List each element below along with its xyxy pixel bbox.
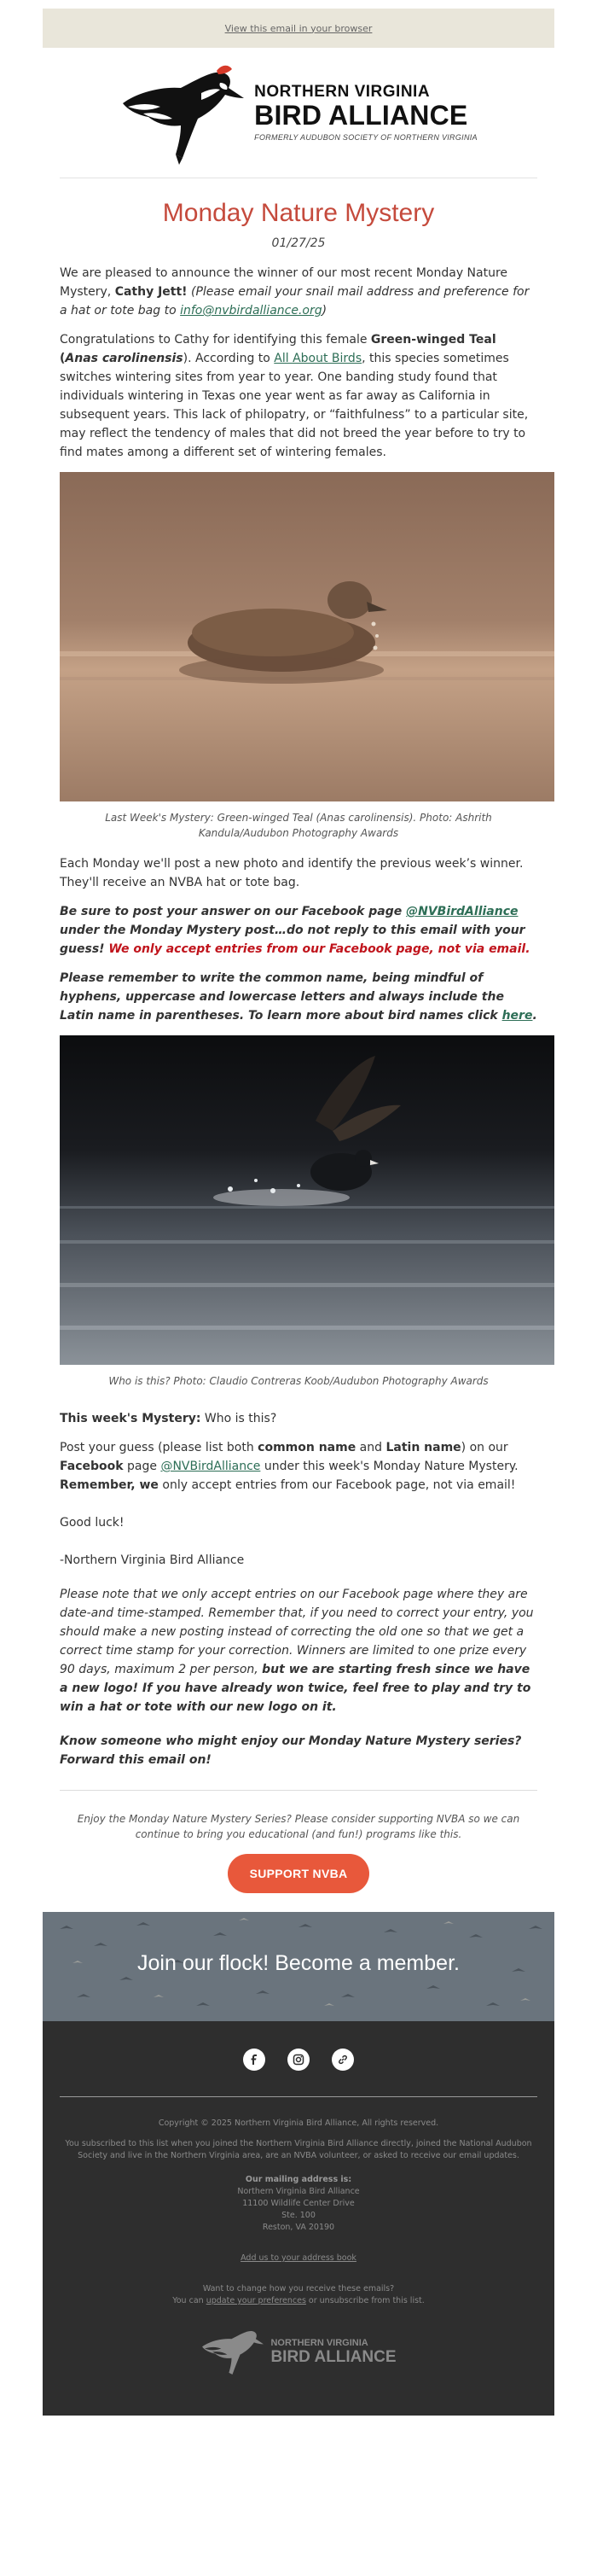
view-in-browser-link[interactable]: View this email in your browser (224, 22, 373, 34)
footer-divider (60, 2096, 537, 2097)
facebook-icon[interactable] (243, 2049, 265, 2071)
mailing-street: 11100 Wildlife Center Drive (242, 2199, 355, 2208)
nvba-logo[interactable] (119, 59, 478, 166)
update-preferences-link[interactable]: update your preferences (206, 2296, 306, 2305)
post-guess-paragraph: Post your guess (please list both common name and Latin name) on our Facebook page @NVBirdAlliance under this week's Monday Nature Mystery. Remember, we only accept entries from our Facebook page, not via email! (60, 1441, 519, 1492)
mailing-label: Our mailing address is: (245, 2175, 352, 2184)
teal-photo (60, 472, 554, 801)
woodpecker-footer-icon (200, 2324, 265, 2379)
header (60, 48, 537, 178)
all-about-birds-link[interactable]: All About Birds (274, 352, 362, 365)
this-week-paragraph: This week's Mystery: Who is this? (60, 1412, 277, 1425)
facebook-note: Be sure to post your answer on our Facebook page @NVBirdAlliance under the Monday Mystery post…do not reply to this email with your guess! We only accept entries from our Facebook page, not via email. (60, 905, 530, 956)
footer-logo-line-1: NORTHERN VIRGINIA (270, 2337, 368, 2348)
congrats-paragraph: Congratulations to Cathy for identifying this female Green-winged Teal (Anas carolinensis). According to All About Birds, this species sometimes switches wintering sites from year to year. One banding study found that individuals wintering in Texas one year went as far away as California in subsequent years. This lack of philopatry, or “faithfulness” to a particular site, may reflect the tendency of males that did not breed the year before to try to find mates among a different set of wintering females. (60, 333, 529, 459)
forward-paragraph: Know someone who might enjoy our Monday Nature Mystery series? Forward this email on! (60, 1734, 522, 1767)
logo-line-1: NORTHERN VIRGINIA (254, 83, 431, 101)
mailing-city: Reston, VA 20190 (262, 2223, 335, 2232)
email-container (43, 9, 554, 2416)
email-link[interactable]: info@nvbirdalliance.org (180, 304, 322, 318)
alert-text: We only accept entries from our Facebook page, not via email. (108, 942, 530, 956)
names-note: Please remember to write the common name, being mindful of hyphens, uppercase and lowercase letters and always include the Latin name in parentheses. To learn more about bird names click here. (60, 971, 537, 1023)
woodpecker-logo-icon (119, 59, 247, 166)
instagram-icon[interactable] (287, 2049, 310, 2071)
page-title: Monday Nature Mystery (162, 199, 435, 227)
subscription-note: You subscribed to this list when you joined the Northern Virginia Bird Alliance directly, joined the National Audubon Society and live in the Northern Virginia area, are an NVBA volunteer, or asked to receive our email updates. (65, 2139, 532, 2160)
become-member-banner[interactable] (43, 1912, 554, 2021)
logo-tagline: FORMERLY AUDUBON SOCIETY OF NORTHERN VIRGINIA (254, 133, 478, 142)
bird-names-link[interactable]: here (501, 1009, 533, 1023)
add-address-link[interactable]: Add us to your address book (241, 2253, 356, 2263)
footer (43, 2021, 554, 2416)
support-text: Enjoy the Monday Nature Mystery Series? Please consider supporting NVBA so we can continue to bring you educational (and fun!) programs like this. (77, 1813, 520, 1840)
change-preferences: You can update your preferences or unsubscribe from this list. (172, 2296, 425, 2305)
main-content (43, 199, 554, 1893)
social-links (43, 2021, 554, 2071)
member-banner-text: Join our flock! Become a member. (137, 1951, 460, 1975)
weekly-paragraph: Each Monday we'll post a new photo and identify the previous week’s winner. They'll receive an NVBA hat or tote bag. (60, 857, 524, 889)
facebook-handle-link-2[interactable]: @NVBirdAlliance (160, 1460, 261, 1473)
photo-2-caption: Who is this? Photo: Claudio Contreras Koob/Audubon Photography Awards (108, 1375, 489, 1387)
mailing-org: Northern Virginia Bird Alliance (237, 2187, 360, 2196)
divider (60, 1790, 537, 1791)
footer-logo-line-2: BIRD ALLIANCE (270, 2347, 397, 2366)
change-question: Want to change how you receive these emails? (202, 2284, 395, 2293)
signoff-text: -Northern Virginia Bird Alliance (60, 1553, 245, 1567)
logo-line-2: BIRD ALLIANCE (254, 100, 468, 131)
view-in-browser-bar (43, 9, 554, 48)
copyright-text: Copyright © 2025 Northern Virginia Bird Alliance, All rights reserved. (158, 2118, 439, 2128)
good-luck-text: Good luck! (60, 1516, 125, 1530)
rules-paragraph: Please note that we only accept entries on our Facebook page where they are date-and time-stamped. Remember that, if you need to correct your entry, you should make a new posting instead of correcting the old one so that we get a correct time stamp for your correction. Winners are limited to one prize every 90 days, maximum 2 per person, but we are starting fresh since we have a new logo! If you have already won twice, feel free to play and try to win a hat or tote with our new logo on it. (60, 1588, 534, 1714)
mailing-suite: Ste. 100 (281, 2211, 316, 2220)
facebook-handle-link[interactable]: @NVBirdAlliance (406, 905, 519, 918)
winner-name: Cathy Jett! (114, 285, 188, 299)
support-nvba-button[interactable]: SUPPORT NVBA (228, 1854, 370, 1893)
link-icon[interactable] (332, 2049, 354, 2071)
winner-paragraph: We are pleased to announce the winner of our most recent Monday Nature Mystery, Cathy Jett! (Please email your snail mail address and preference for a hat or tote bag to info@nvbirdalliance.org) (60, 266, 530, 318)
issue-date: 01/27/25 (271, 236, 326, 250)
mystery-photo (60, 1035, 554, 1365)
footer-logo[interactable] (43, 2324, 554, 2379)
photo-1-caption: Last Week's Mystery: Green-winged Teal (Anas carolinensis). Photo: Ashrith Kandula/Audubon Photography Awards (105, 812, 492, 839)
